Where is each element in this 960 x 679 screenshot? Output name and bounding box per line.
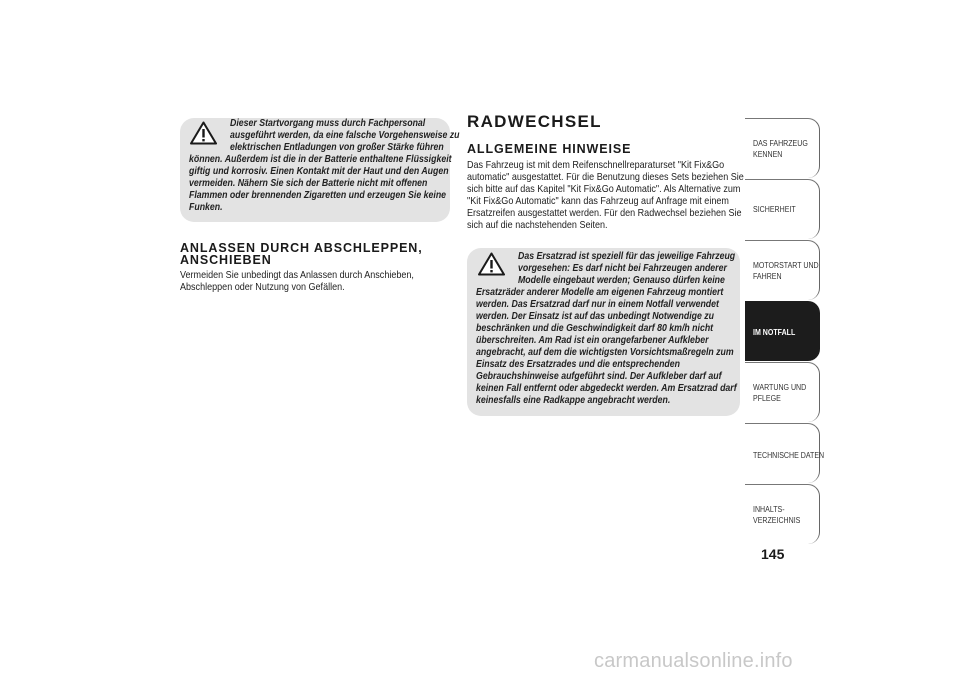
section-title-anlassen: ANLASSEN DURCH ABSCHLEPPEN, [180,241,423,255]
warning-line: Gebrauchshinweise aufgeführt sind. Der Aufkleber darf auf [476,371,722,382]
warning-line: Modelle eingebaut werden; Genauso dürfen keine [518,275,725,286]
warning-line: vermeiden. Nähern Sie sich der Batterie nicht mit offenen [189,178,428,189]
warning-line: Funken. [189,202,223,213]
tab-das-fahrzeug-kennen[interactable] [745,118,820,178]
tab-technische-daten[interactable] [745,423,825,483]
warning-line: Einsatz des Ersatzrades und die entsprechenden [476,359,681,370]
body-line: "Kit Fix&Go Automatic" kann das Fahrzeug auf Anfrage mit einem [467,195,729,207]
warning-line: Dieser Startvorgang muss durch Fachpersonal [230,118,426,129]
body-line: Vermeiden Sie unbedingt das Anlassen durch Anschieben, [180,269,414,281]
body-line: sich bitte auf das Kapitel "Kit Fix&Go Automatic". Als Alternative zum [467,183,741,195]
tab-label: IM NOTFALL [753,327,796,337]
warning-line: beschränken und die Geschwindigkeit darf 80 km/h nicht [476,323,714,334]
body-line: Das Fahrzeug ist mit dem Reifenschnellreparaturset "Kit Fix&Go [467,159,725,171]
warning-triangle-icon [190,121,217,145]
tab-label: MOTORSTART UND FAHREN [753,260,819,281]
tab-motorstart-und-fahren[interactable] [745,240,820,300]
tab-label: INHALTS- VERZEICHNIS [753,504,801,525]
warning-line: können. Außerdem ist die in der Batterie enthaltene Flüssigkeit [189,154,452,165]
section-title-anlassen-cont: ANSCHIEBEN [180,253,272,267]
warning-line: überschreiten. Am Rad ist ein orangefarbener Aufkleber [476,335,709,346]
tab-inhaltsverzeichnis[interactable] [745,484,820,544]
page-number: 145 [761,546,785,562]
footer-watermark: carmanualsonline.info [594,650,793,672]
tab-sicherheit[interactable] [745,179,820,239]
warning-line: angebracht, auf dem die wichtigsten Vorsichtsmaßregeln zum [476,347,734,358]
warning-line: giftig und korrosiv. Einen Kontakt mit der Haut und den Augen [189,166,449,177]
warning-line: Das Ersatzrad ist speziell für das jeweilige Fahrzeug [518,251,736,262]
tab-label: SICHERHEIT [753,204,796,214]
warning-line: ausgeführt werden, da eine falsche Vorgehensweise zu [230,130,460,141]
tab-label: TECHNISCHE DATEN [753,450,825,460]
tab-wartung-und-pflege[interactable] [745,362,820,422]
warning-line: keinen Fall entfernt oder abgedeckt werden. Am Ersatzrad darf [476,383,737,394]
warning-line: werden. Das Ersatzrad darf nur in einem Notfall verwendet [476,299,719,310]
warning-line: Ersatzräder anderer Modelle am eigenen Fahrzeug montiert [476,287,724,298]
tab-label: WARTUNG UND PFLEGE [753,382,807,403]
body-line: Abschleppen oder Nutzung von Gefällen. [180,281,345,293]
body-line: automatic" ausgestattet. Für die Benutzung dieses Sets beziehen Sie [467,171,744,183]
warning-line: vorgesehen: Es darf nicht bei Fahrzeugen anderer [518,263,727,274]
warning-triangle-icon [478,252,505,276]
tab-label: DAS FAHRZEUG KENNEN [753,138,808,159]
warning-line: werden. Der Einsatz ist auf das unbedingt Notwendige zu [476,311,715,322]
page-title-radwechsel: RADWECHSEL [467,112,602,131]
warning-line: keinesfalls eine Radkappe angebracht werden. [476,395,671,406]
warning-line: Flammen oder brennenden Zigaretten und erzeugen Sie keine [189,190,447,201]
warning-line: elektrischen Entladungen von großer Stärke führen [230,142,444,153]
body-line: sich auf die nachstehenden Seiten. [467,219,608,231]
section-title-hinweise: ALLGEMEINE HINWEISE [467,142,632,156]
body-line: Ersatzreifen ausgestattet werden. Für den Radwechsel beziehen Sie [467,207,742,219]
tab-im-notfall[interactable] [745,301,820,361]
